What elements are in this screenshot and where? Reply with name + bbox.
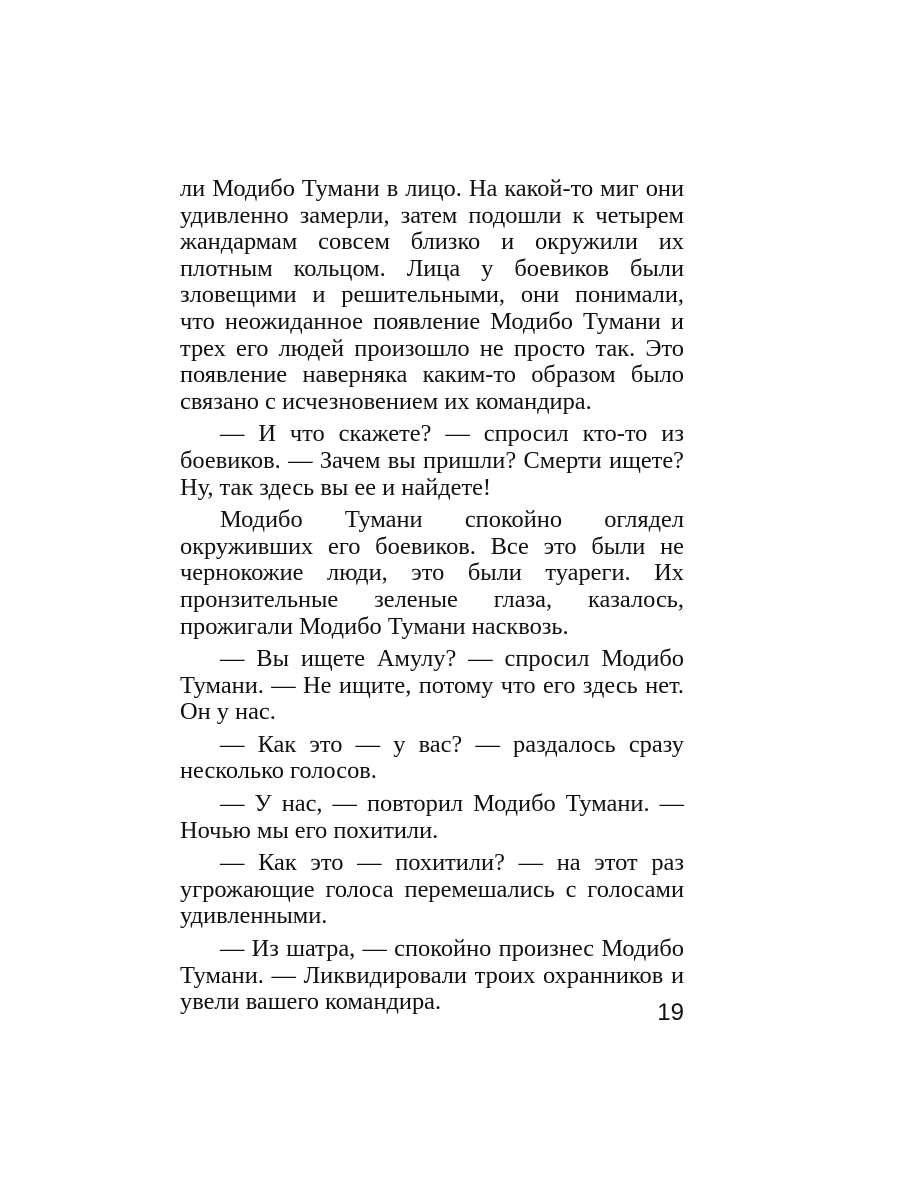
paragraph-dialogue: — Как это — у вас? — раздалось сразу несколько голосов. bbox=[180, 730, 684, 785]
paragraph-dialogue: — Как это — похитили? — на этот раз угрожающие голоса перемешались с голосами удивленными. bbox=[180, 849, 684, 930]
paragraph-continued: ли Модибо Тумани в лицо. На какой-то миг они удивленно замерли, затем подошли к четырем жандармам совсем близко и окружили их плотным кольцом. Лица у боевиков были зловещими и решительными, они понимали, что неожиданное появление Модибо Тумани и трех его людей произошло не просто так. Это появление наверняка каким-то образом было связано с исчезновением их командира. bbox=[180, 175, 684, 415]
paragraph-dialogue: — Из шатра, — спокойно произнес Модибо Тумани. — Ликвидировали троих охранников и увели вашего командира. bbox=[180, 935, 684, 1016]
page-number: 19 bbox=[657, 999, 684, 1026]
paragraph-narration: Модибо Тумани спокойно оглядел окруживших его боевиков. Все это были не чернокожие люди, это были туареги. Их пронзительные зеленые глаза, казалось, прожигали Модибо Тумани насквозь. bbox=[180, 506, 684, 640]
paragraph-dialogue: — У нас, — повторил Модибо Тумани. — Ночью мы его похитили. bbox=[180, 790, 684, 844]
paragraph-dialogue: — Вы ищете Амулу? — спросил Модибо Тумани. — Не ищите, потому что его здесь нет. Он у нас. bbox=[180, 645, 684, 726]
body-text bbox=[180, 176, 684, 1016]
paragraph-dialogue: — И что скажете? — спросил кто-то из боевиков. — Зачем вы пришли? Смерти ищете? Ну, так здесь вы ее и найдете! bbox=[180, 420, 684, 501]
